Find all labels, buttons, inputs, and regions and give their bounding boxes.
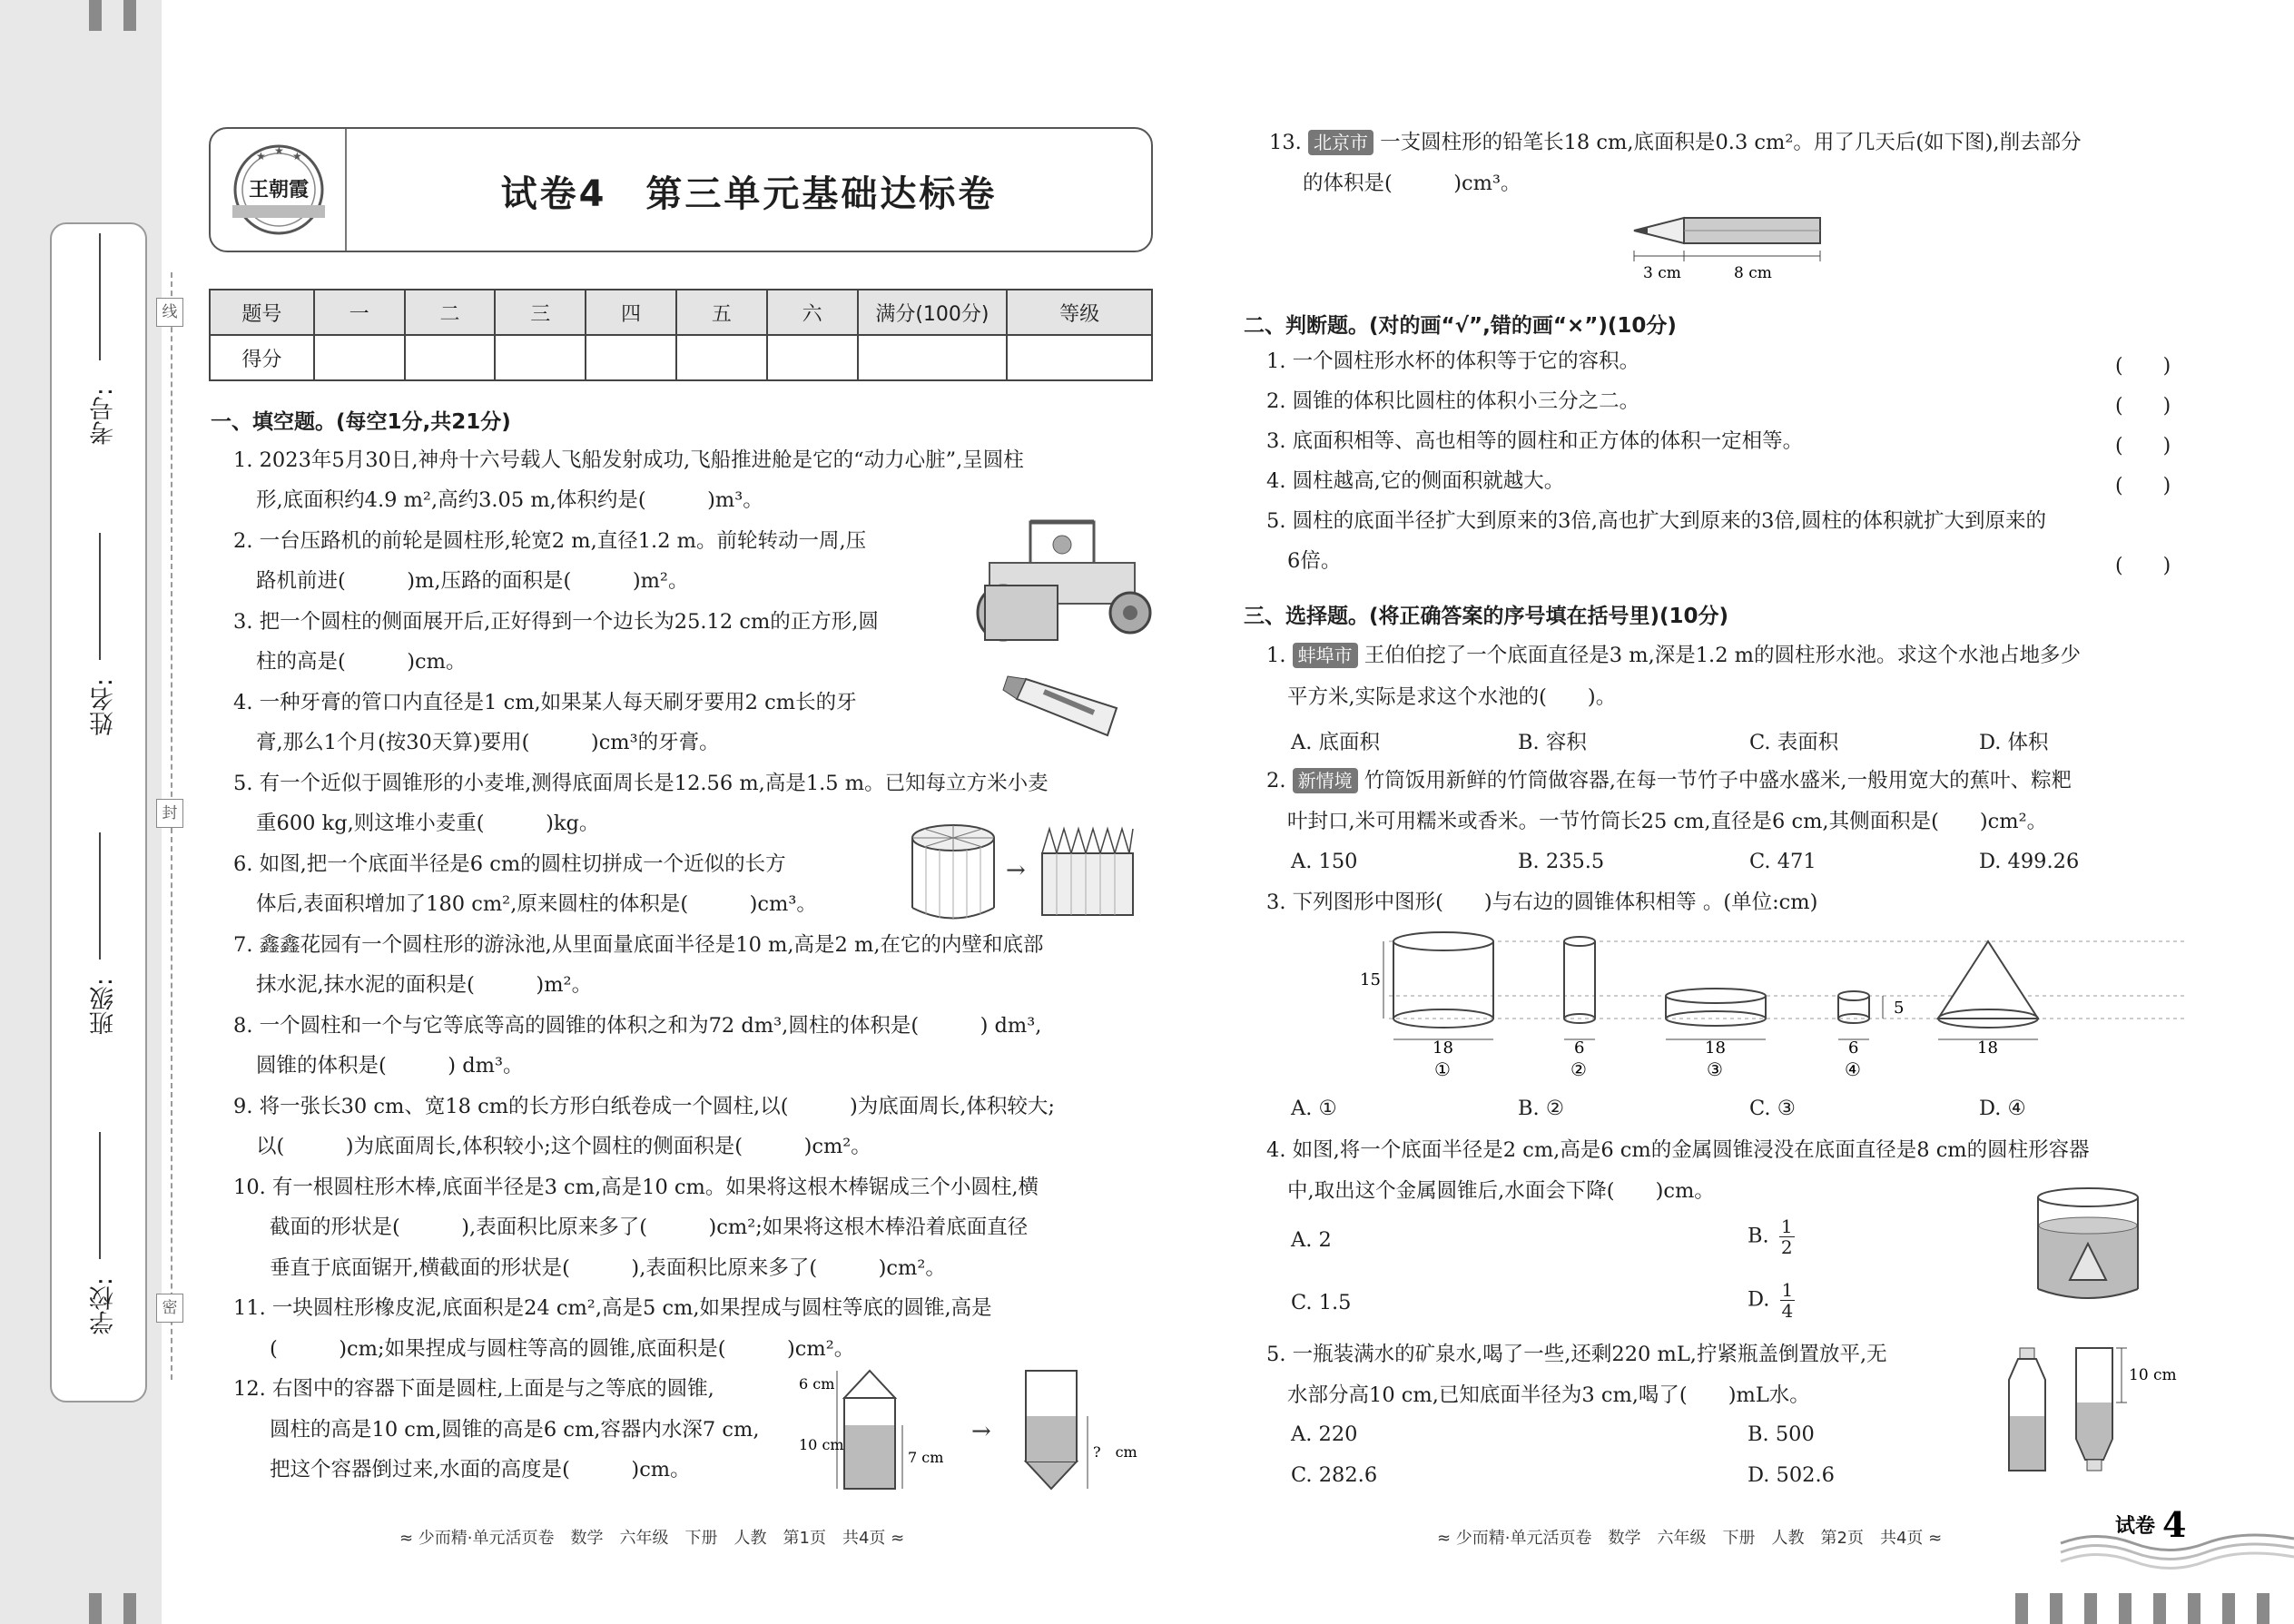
question-line: 2. 圆锥的体积比圆柱的体积小三分之二。 [1266,389,1640,413]
tick-mark [2015,1593,2028,1624]
class-field[interactable] [52,823,149,1087]
question-line: 5. 一瓶装满水的矿泉水,喝了一些,还剩220 mL,拧紧瓶盖倒置放平,无 [1266,1343,1887,1366]
tick-mark [2188,1593,2200,1624]
question-line: 抹水泥,抹水泥的面积是( )m²。 [256,973,593,997]
score-header-cell: 三 [495,290,586,335]
choice-option[interactable] [1748,1216,1795,1257]
answer-blank[interactable]: ( ) [2115,395,2171,418]
exam-number-label: 考号: [90,388,118,446]
fraction-num: 1 [1780,1216,1793,1237]
section3-title: 三、选择题。(将正确答案的序号填在括号里)(10分) [1244,605,1729,628]
question-line: 叶封口,米可用糯米或香米。一节竹筒长25 cm,直径是6 cm,其侧面积是( )cm²。 [1287,810,2048,833]
svg-text:★: ★ [256,150,266,162]
opt-prefix: B. [1748,1224,1769,1248]
question-line: 以( )为底面周长,体积较小;这个圆柱的侧面积是( )cm²。 [256,1135,871,1158]
question-line: 3. 把一个圆柱的侧面展开后,正好得到一个边长为25.12 cm的正方形,圆 [233,610,879,634]
binding-strip [0,0,162,1624]
choice-option[interactable]: D. 体积 [1979,731,2049,754]
bottle-label: 10 cm [2129,1366,2177,1384]
choice-option[interactable]: A. 2 [1291,1228,1332,1252]
school-label: 学校: [90,1277,118,1335]
score-cell[interactable] [586,335,676,380]
solids-figure [1353,930,2206,1085]
opt-prefix: D. [1748,1287,1770,1312]
choice-option[interactable]: A. 150 [1291,850,1358,873]
name-field[interactable] [52,524,149,787]
score-cell[interactable] [767,335,858,380]
cylinder-cone-figure [2029,1185,2147,1303]
tick-mark [2050,1593,2063,1624]
region-tag: 蚌埠市 [1293,643,1358,668]
question-line: 5. 有一个近似于圆锥形的小麦堆,测得底面周长是12.56 m,高是1.5 m。已知每立方米小麦 [233,772,1049,795]
container-figure [799,1366,1148,1502]
score-table-header [210,290,1152,335]
question-line: 4. 圆柱越高,它的侧面积就越大。 [1266,469,1565,493]
fig-w: 18 [1977,1038,1998,1058]
q-text: 王伯伯挖了一个底面直径是3 m,深是1.2 m的圆柱形水池。求这个水池占地多少 [1364,644,2082,667]
question-line: 2. 一台压路机的前轮是圆柱形,轮宽2 m,直径1.2 m。前轮转动一周,压 [233,529,867,553]
fig-label: ③ [1707,1058,1723,1080]
score-header-cell: 满分(100分) [858,290,1008,335]
score-cell[interactable] [314,335,405,380]
score-header-cell: 五 [676,290,767,335]
fig-w: 6 [1848,1038,1859,1058]
pencil-label-b: 8 cm [1734,264,1772,282]
svg-text:★: ★ [274,144,284,157]
fig-label: ② [1570,1058,1587,1080]
fig12-cone-h: 6 cm [799,1375,835,1393]
choice-option[interactable]: D. 499.26 [1979,850,2080,873]
tick-mark [2084,1593,2097,1624]
badge-label: 试卷 [2115,1514,2156,1538]
question-line: 5. 圆柱的底面半径扩大到原来的3倍,高也扩大到原来的3倍,圆柱的体积就扩大到原来的 [1266,509,2047,533]
answer-blank[interactable]: ( ) [2115,355,2171,378]
score-cell[interactable] [858,335,1008,380]
choice-option[interactable]: C. 表面积 [1749,731,1839,754]
question-line: 1. 2023年5月30日,神舟十六号载人飞船发射成功,飞船推进舱是它的“动力心脏”,呈圆柱 [233,448,1024,472]
choice-option[interactable]: A. 220 [1291,1422,1358,1446]
fig6-arrow: → [1006,857,1026,884]
tick-mark [2153,1593,2166,1624]
choice-option[interactable]: D. 502.6 [1748,1463,1835,1487]
choice-option[interactable]: B. ② [1518,1097,1565,1120]
score-cell[interactable] [676,335,767,380]
choice-option[interactable]: C. 1.5 [1291,1291,1352,1314]
question-line: 体后,表面积增加了180 cm²,原来圆柱的体积是( )cm³。 [256,892,817,916]
tick-mark [89,1593,102,1624]
question-line: 的体积是( )cm³。 [1303,172,1521,195]
score-header-cell: 四 [586,290,676,335]
score-header-cell: 二 [405,290,496,335]
bottle-figure [2002,1343,2177,1480]
seal-char: 密 [156,1294,183,1323]
score-table-row [210,335,1152,380]
question-line: 8. 一个圆柱和一个与它等底等高的圆锥的体积之和为72 dm³,圆柱的体积是( ) dm³, [233,1014,1042,1038]
question-line: 4. 如图,将一个底面半径是2 cm,高是6 cm的金属圆锥浸没在底面直径是8 cm的圆柱形容器 [1266,1138,2090,1162]
fig-h5: 5 [1894,999,1905,1018]
question-line: 垂直于底面锯开,横截面的形状是( ),表面积比原来多了( )cm²。 [270,1256,946,1280]
score-header-cell: 一 [314,290,405,335]
question-line: 路机前进( )m,压路的面积是( )m²。 [256,569,689,593]
school-field[interactable] [52,1123,149,1386]
q-num: 1. [1266,644,1286,667]
choice-option[interactable]: B. 500 [1748,1422,1815,1446]
choice-option[interactable]: A. 底面积 [1291,731,1381,754]
road-roller-illustration [976,513,1157,645]
choice-option[interactable]: D. ④ [1979,1097,2026,1120]
fraction-den: 4 [1781,1300,1794,1322]
choice-option[interactable]: C. 282.6 [1291,1463,1378,1487]
question-line: 圆锥的体积是( ) dm³。 [256,1054,524,1078]
tick-mark [89,0,102,31]
pencil-label-a: 3 cm [1643,264,1681,282]
fig-h15: 15 [1360,970,1381,989]
score-cell[interactable] [495,335,586,380]
fill-line [99,832,101,960]
fig12-arrow: → [971,1418,991,1445]
toothpaste-illustration [1008,672,1126,740]
svg-text:★: ★ [292,150,302,162]
paper-title: 试卷4 第三单元基础达标卷 [500,173,998,215]
fig-label: ④ [1845,1058,1861,1080]
fill-line [99,533,101,660]
tick-mark [2257,1593,2269,1624]
score-header-cell: 六 [767,290,858,335]
q-text: 竹筒饭用新鲜的竹筒做容器,在每一节竹子中盛水盛米,一般用宽大的蕉叶、粽粑 [1364,769,2072,792]
question-line: 重600 kg,则这堆小麦重( )kg。 [256,812,600,835]
badge-number: 4 [2162,1504,2187,1545]
tick-mark [123,1593,136,1624]
pencil-figure [1629,211,1829,283]
question-line: 3. 下列图形中图形( )与右边的圆锥体积相等 。(单位:cm) [1266,891,1818,914]
question-line: ( )cm;如果捏成与圆柱等高的圆锥,底面积是( )cm²。 [270,1337,855,1361]
exam-number-field[interactable] [52,224,149,487]
question-line: 柱的高是( )cm。 [256,650,467,674]
fill-line [99,1132,101,1259]
class-label: 班级: [90,978,118,1036]
page-footer-right: ≈ 少而精·单元活页卷 数学 六年级 下册 人教 第2页 共4页 ≈ [1437,1529,1943,1548]
s3q1-line1 [1266,635,2081,676]
choice-option[interactable]: B. 容积 [1518,731,1587,754]
region-tag: 北京市 [1308,130,1373,155]
choice-option[interactable]: A. ① [1291,1097,1337,1120]
question-line: 水部分高10 cm,已知底面半径为3 cm,喝了( )mL水。 [1287,1383,1810,1407]
question-line: 9. 将一张长30 cm、宽18 cm的长方形白纸卷成一个圆柱,以( )为底面周长,体积较大; [233,1095,1056,1118]
s3q2-line1 [1266,761,2072,802]
score-table [209,289,1153,381]
fraction [1779,1216,1795,1257]
choice-option[interactable]: C. 471 [1749,850,1816,873]
fig-w: 6 [1574,1038,1585,1058]
paper-header [209,127,1153,252]
tick-mark [2222,1593,2235,1624]
fig-w: 18 [1705,1038,1726,1058]
question-line: 膏,那么1个月(按30天算)要用( )cm³的牙膏。 [256,731,720,754]
question-line: 截面的形状是( ),表面积比原来多了( )cm²;如果将这根木棒沿着底面直径 [270,1216,1029,1239]
question-line: 把这个容器倒过来,水面的高度是( )cm。 [270,1458,691,1481]
fig12-water: 7 cm [908,1449,944,1466]
answer-blank[interactable]: ( ) [2115,475,2171,497]
fraction-den: 2 [1780,1236,1793,1258]
score-cell[interactable] [405,335,496,380]
question-line: 3. 底面积相等、高也相等的圆柱和正方体的体积一定相等。 [1266,429,1804,453]
choice-option[interactable]: C. ③ [1749,1097,1796,1120]
question-line: 6倍。 [1287,549,1342,573]
publisher-logo [229,140,329,240]
score-row-label: 得分 [210,335,314,380]
fraction [1780,1280,1796,1321]
score-header-cell: 题号 [210,290,314,335]
choice-option[interactable] [1748,1280,1795,1321]
answer-blank[interactable]: ( ) [2115,555,2171,577]
fill-line [99,233,101,360]
paper-number-badge [2061,1502,2294,1570]
section2-title: 二、判断题。(对的画“√”,错的画“×”)(10分) [1244,314,1677,338]
question-line: 4. 一种牙膏的管口内直径是1 cm,如果某人每天刷牙要用2 cm长的牙 [233,691,857,714]
fig-label: ① [1434,1058,1451,1080]
page-footer-left: ≈ 少而精·单元活页卷 数学 六年级 下册 人教 第1页 共4页 ≈ [399,1529,905,1548]
q13-num: 13. [1269,131,1302,154]
question-line: 形,底面积约4.9 m²,高约3.05 m,体积约是( )m³。 [256,488,763,512]
seal-char: 线 [156,298,183,327]
choice-option[interactable]: B. 235.5 [1518,850,1605,873]
student-info-box [50,222,147,1403]
fig12-cyl-h: 10 cm [799,1436,844,1453]
section1-title: 一、填空题。(每空1分,共21分) [211,410,511,434]
logo-text: 王朝霞 [248,178,310,202]
question-line: 6. 如图,把一个底面半径是6 cm的圆柱切拼成一个近似的长方 [233,852,786,876]
answer-blank[interactable]: ( ) [2115,435,2171,458]
question-line: 10. 有一根圆柱形木棒,底面半径是3 cm,高是10 cm。如果将这根木棒锯成三个小圆柱,横 [233,1176,1039,1199]
seal-char: 封 [156,799,183,828]
fig12-unknown: ? cm [1093,1443,1137,1461]
score-cell[interactable] [1007,335,1152,380]
question-line: 11. 一块圆柱形橡皮泥,底面积是24 cm²,高是5 cm,如果捏成与圆柱等底的圆锥,高是 [233,1296,992,1320]
q13-line1 [1269,123,2082,163]
region-tag: 新情境 [1293,768,1358,793]
question-line: 中,取出这个金属圆锥后,水面会下降( )cm。 [1287,1179,1715,1203]
question-line: 圆柱的高是10 cm,圆锥的高是6 cm,容器内水深7 cm, [270,1418,760,1442]
question-line: 12. 右图中的容器下面是圆柱,上面是与之等底的圆锥, [233,1377,714,1401]
q-num: 2. [1266,769,1286,792]
score-header-cell: 等级 [1007,290,1152,335]
tick-mark [123,0,136,31]
fig-w: 18 [1433,1038,1453,1058]
q13-text: 一支圆柱形的铅笔长18 cm,底面积是0.3 cm²。用了几天后(如下图),削去部分 [1380,131,2082,154]
cylinder-to-cuboid-figure [908,822,1144,921]
question-line: 7. 鑫鑫花园有一个圆柱形的游泳池,从里面量底面半径是10 m,高是2 m,在它的内壁和底部 [233,933,1044,957]
question-line: 平方米,实际是求这个水池的( )。 [1287,685,1617,709]
tick-mark [2119,1593,2132,1624]
question-line: 1. 一个圆柱形水杯的体积等于它的容积。 [1266,349,1640,373]
name-label: 姓名: [90,678,118,736]
fraction-num: 1 [1781,1279,1794,1301]
